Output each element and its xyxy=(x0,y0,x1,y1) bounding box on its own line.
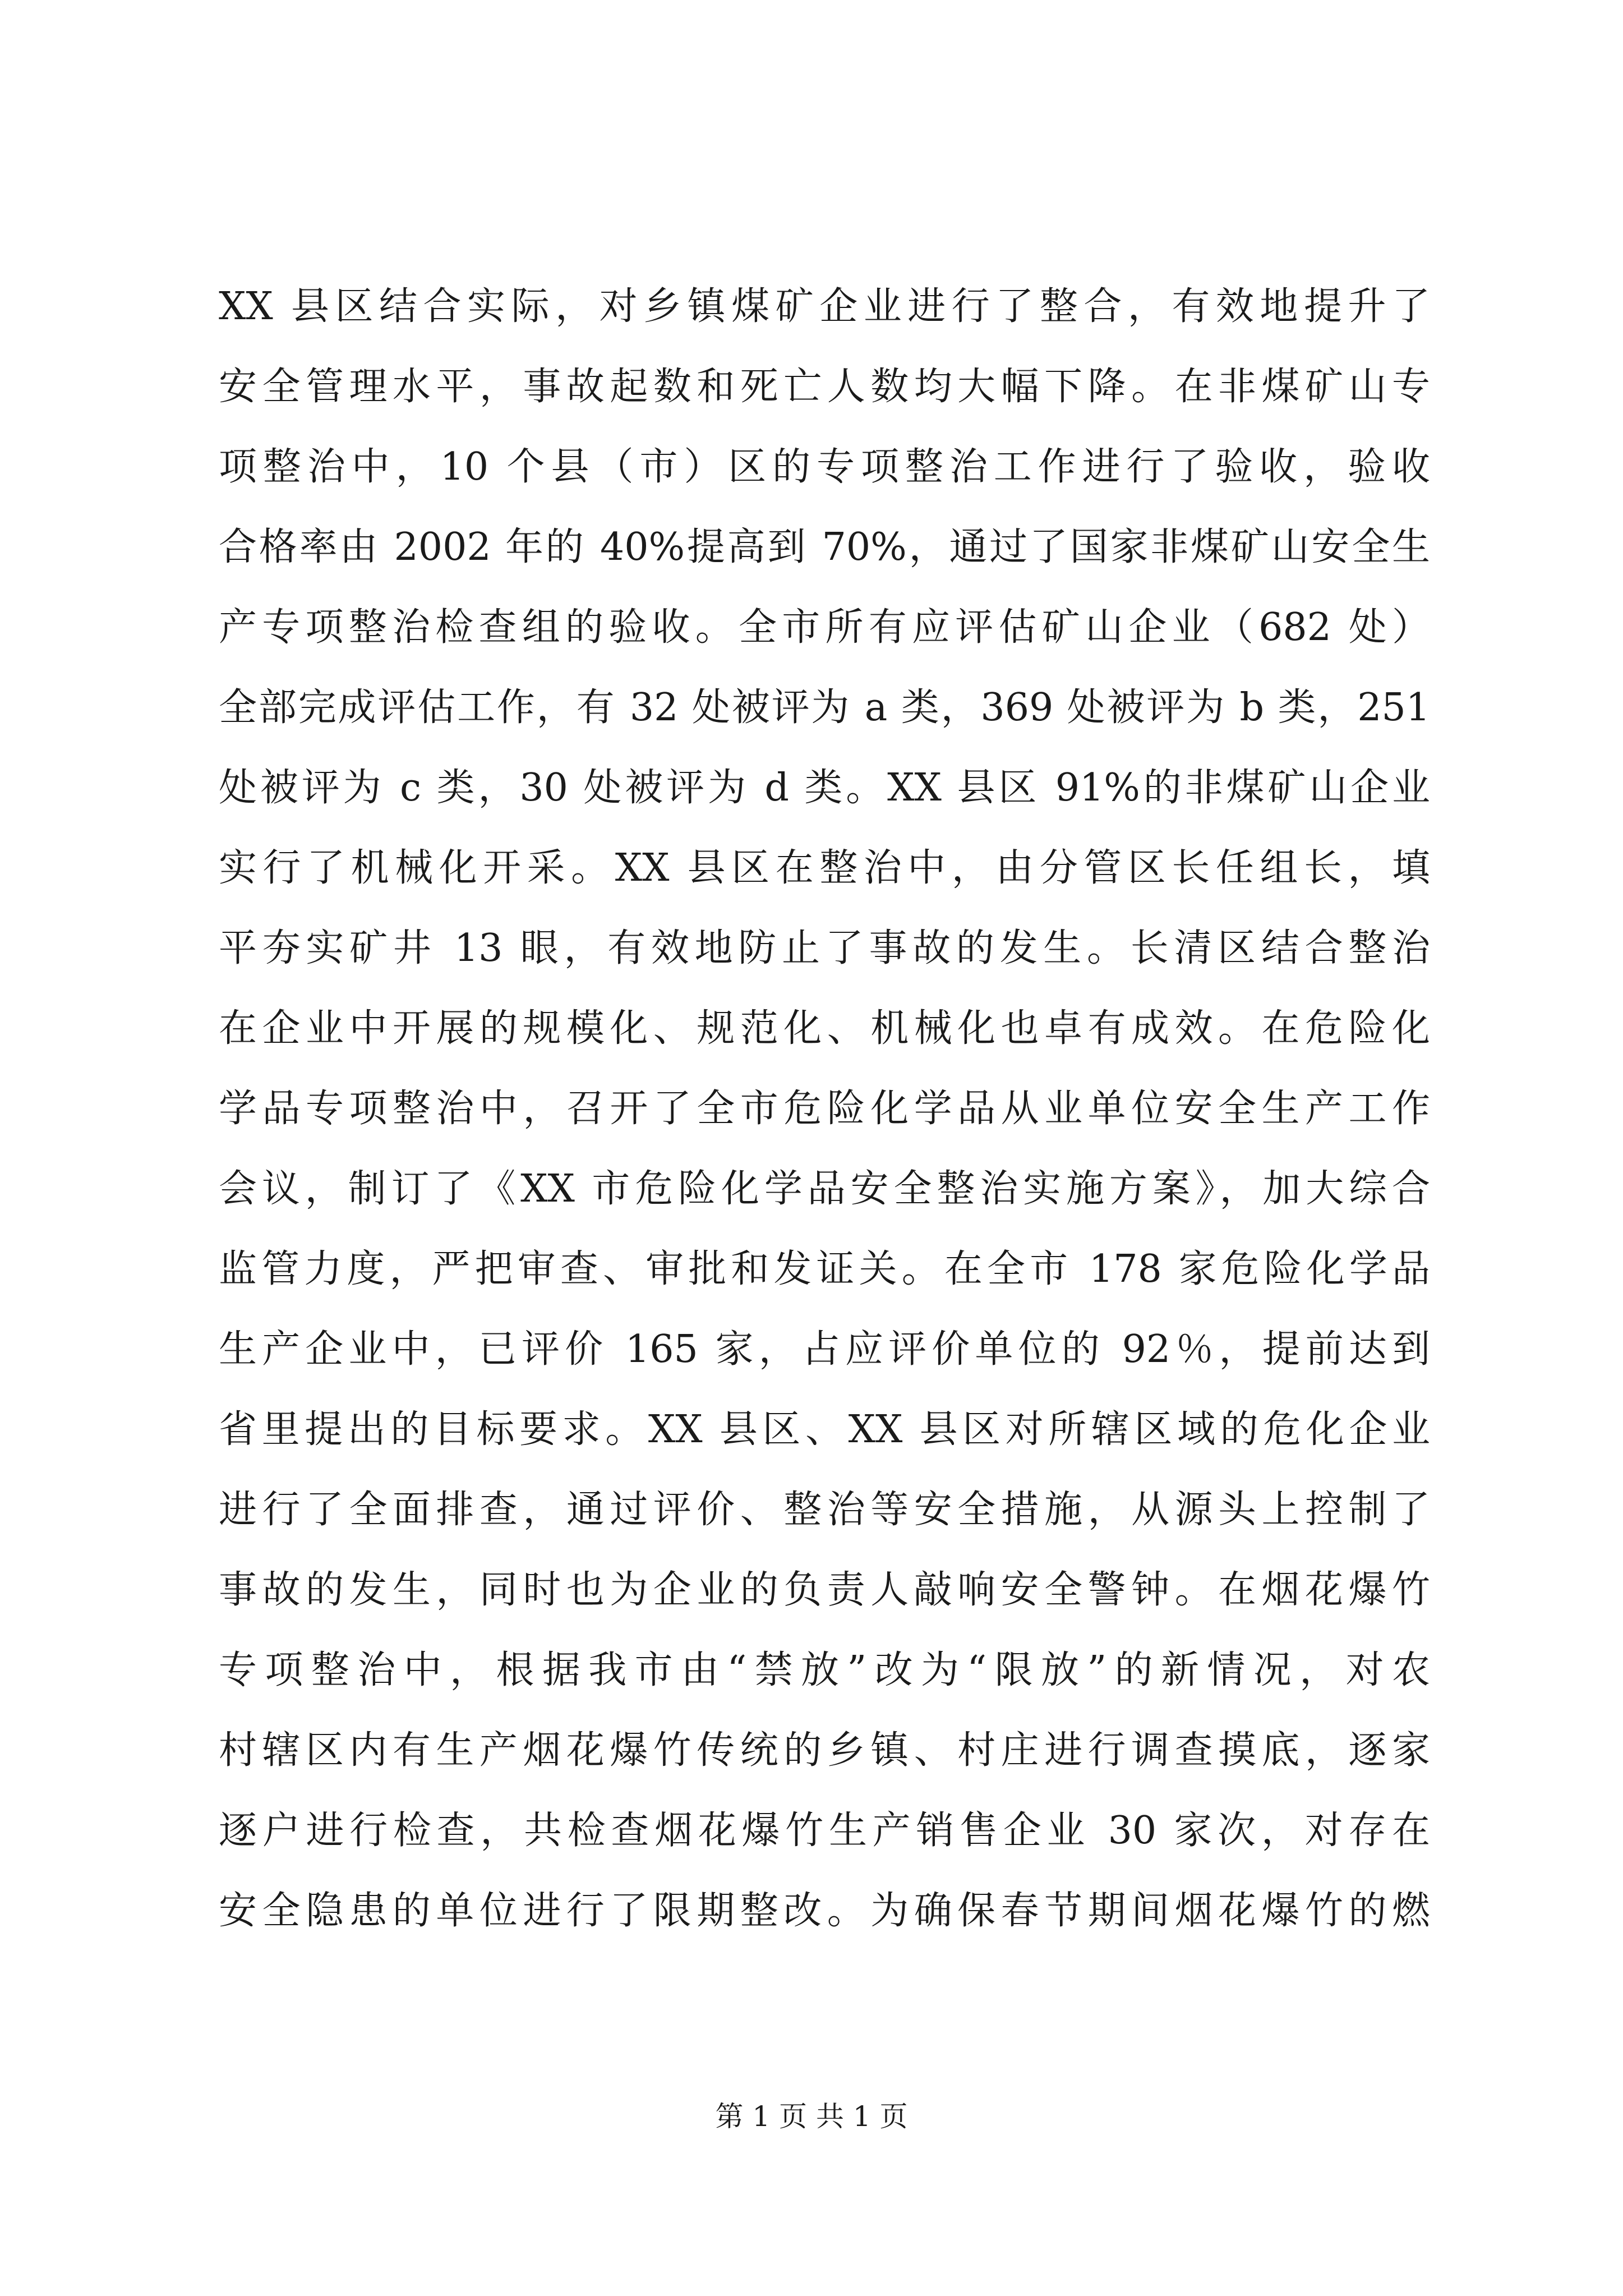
page-number-label: 第 1 页 共 1 页 xyxy=(715,2100,908,2133)
page-footer xyxy=(0,2097,1623,2136)
body-paragraph xyxy=(219,266,1430,1951)
text-line: 安全隐患的单位进行了限期整改。为确保春节期间烟花爆竹的燃 xyxy=(219,1889,1430,1933)
text-line: 项整治中，10 个县（市）区的专项整治工作进行了验收，验收 xyxy=(219,445,1430,489)
text-line: 处被评为 c 类，30 处被评为 d 类。XX 县区 91%的非煤矿山企业 xyxy=(219,766,1430,810)
text-line: 会议，制订了《XX 市危险化学品安全整治实施方案》，加大综合 xyxy=(219,1167,1430,1211)
text-line: 实行了机械化开采。XX 县区在整治中，由分管区长任组长，填 xyxy=(219,846,1430,890)
text-line: 在企业中开展的规模化、规范化、机械化也卓有成效。在危险化 xyxy=(219,1006,1430,1051)
text-line: 生产企业中，已评价 165 家，占应评价单位的 92％，提前达到 xyxy=(219,1327,1430,1372)
text-line: 学品专项整治中，召开了全市危险化学品从业单位安全生产工作 xyxy=(219,1087,1430,1131)
text-line: 全部完成评估工作，有 32 处被评为 a 类，369 处被评为 b 类，251 xyxy=(219,685,1430,730)
text-line: 进行了全面排查，通过评价、整治等安全措施，从源头上控制了 xyxy=(219,1488,1430,1532)
text-line: 安全管理水平，事故起数和死亡人数均大幅下降。在非煤矿山专 xyxy=(219,365,1430,409)
text-line: 产专项整治检查组的验收。全市所有应评估矿山企业（682 处） xyxy=(219,605,1430,650)
text-line: 省里提出的目标要求。XX 县区、XX 县区对所辖区域的危化企业 xyxy=(219,1407,1430,1452)
text-line: 合格率由 2002 年的 40%提高到 70%，通过了国家非煤矿山安全生 xyxy=(219,525,1430,569)
text-line: 逐户进行检查，共检查烟花爆竹生产销售企业 30 家次，对存在 xyxy=(219,1809,1430,1853)
text-line: 村辖区内有生产烟花爆竹传统的乡镇、村庄进行调查摸底，逐家 xyxy=(219,1728,1430,1773)
text-line: 专项整治中，根据我市由“禁放”改为“限放”的新情况，对农 xyxy=(219,1648,1430,1692)
text-line: XX 县区结合实际，对乡镇煤矿企业进行了整合，有效地提升了 xyxy=(219,284,1430,329)
text-line: 事故的发生，同时也为企业的负责人敲响安全警钟。在烟花爆竹 xyxy=(219,1568,1430,1612)
text-line: 监管力度，严把审查、审批和发证关。在全市 178 家危险化学品 xyxy=(219,1247,1430,1291)
text-line: 平夯实矿井 13 眼，有效地防止了事故的发生。长清区结合整治 xyxy=(219,926,1430,970)
